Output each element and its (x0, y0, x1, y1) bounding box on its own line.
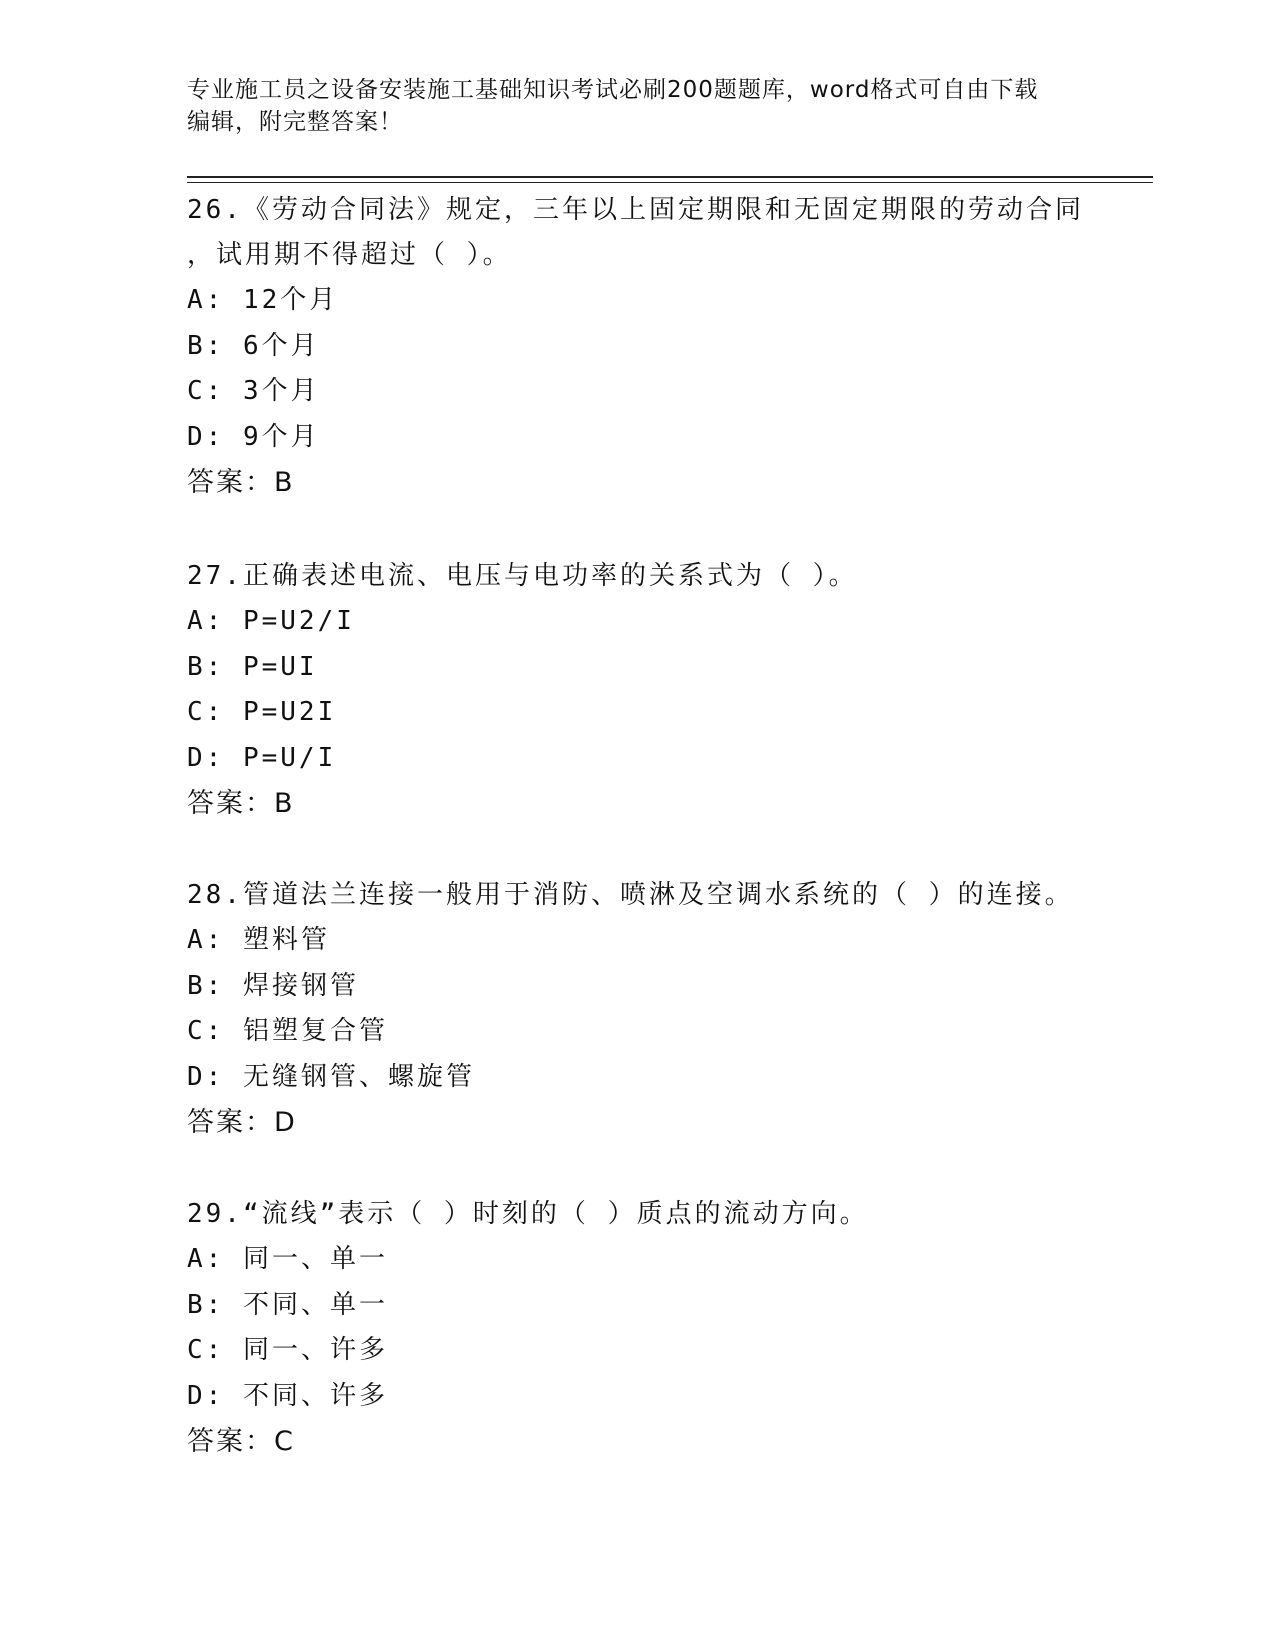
option-b: B: 不同、单一 (187, 1289, 388, 1320)
option-d: D: 9个月 (187, 421, 320, 452)
question-28 (187, 873, 1087, 1145)
option-c: C: 铝塑复合管 (187, 1016, 388, 1046)
header-divider-thin (187, 182, 1153, 183)
question-stem: 26.《劳动合同法》规定，三年以上固定期限和无固定期限的劳动合同 (187, 195, 1084, 225)
option-c: C: 同一、许多 (187, 1335, 388, 1365)
question-27 (187, 554, 1087, 826)
option-b: B: 6个月 (187, 330, 320, 361)
option-a: A: 塑料管 (187, 925, 330, 955)
answer: 答案：B (187, 788, 295, 819)
question-stem: 29.“流线”表示（ ）时刻的（ ）质点的流动方向。 (187, 1199, 869, 1229)
option-d: D: P=U/I (187, 742, 337, 773)
header-line-2: 编辑，附完整答案！ (187, 109, 403, 135)
option-c: C: P=U2I (187, 697, 337, 727)
option-b: B: 焊接钢管 (187, 970, 359, 1001)
question-stem: 27.正确表述电流、电压与电功率的关系式为（ ）。 (187, 561, 858, 591)
document-header (187, 74, 1067, 138)
option-c: C: 3个月 (187, 376, 320, 406)
option-a: A: 同一、单一 (187, 1244, 388, 1274)
option-d: D: 无缝钢管、螺旋管 (187, 1061, 475, 1092)
question-stem-continued: ，试用期不得超过（ ）。 (187, 240, 512, 270)
option-b: B: P=UI (187, 651, 318, 682)
question-29 (187, 1192, 1087, 1464)
header-line-1: 专业施工员之设备安装施工基础知识考试必刷200题题库，word格式可自由下载 (187, 77, 1039, 103)
option-a: A: P=U2/I (187, 606, 355, 636)
question-26 (187, 188, 1087, 505)
option-a: A: 12个月 (187, 285, 339, 315)
header-divider-thick (187, 176, 1153, 178)
question-stem: 28.管道法兰连接一般用于消防、喷淋及空调水系统的（ ）的连接。 (187, 880, 1074, 910)
option-d: D: 不同、许多 (187, 1380, 388, 1411)
answer: 答案：C (187, 1426, 295, 1457)
answer: 答案：B (187, 467, 295, 498)
answer: 答案：D (187, 1107, 297, 1138)
